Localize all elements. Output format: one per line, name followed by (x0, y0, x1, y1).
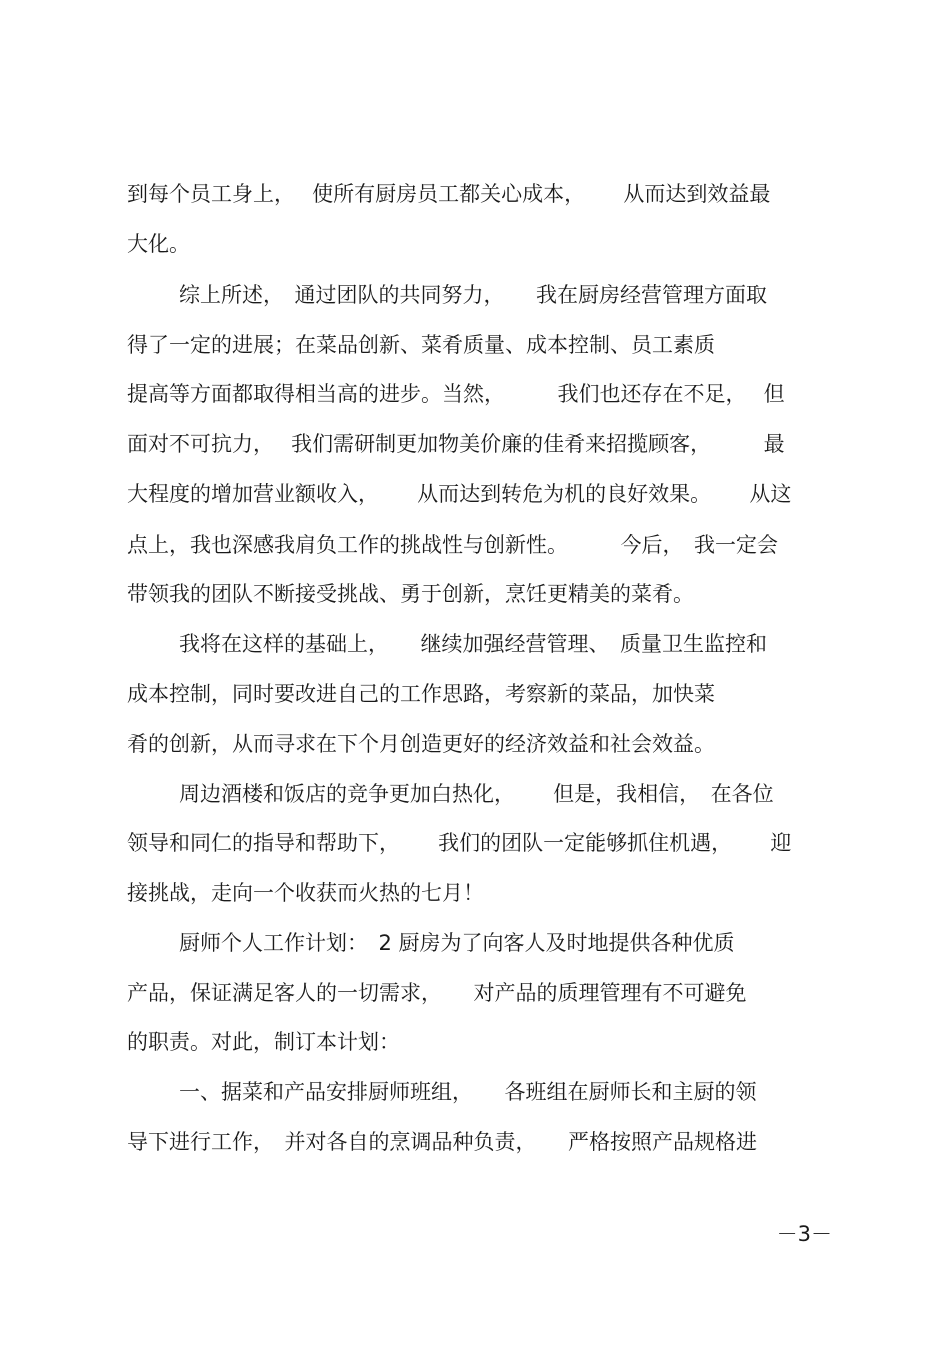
text-line: 大程度的增加营业额收入， 从而达到转危为机的良好效果。 从这 (127, 482, 792, 506)
text-line: 肴的创新，从而寻求在下个月创造更好的经济效益和社会效益。 (127, 732, 715, 756)
paragraph-first-line: 厨师个人工作计划： 2 厨房为了向客人及时地提供各种优质 (179, 931, 735, 955)
text-line: 点上，我也深感我肩负工作的挑战性与创新性。 今后， 我一定会 (127, 533, 778, 557)
paragraph-first-line: 我将在这样的基础上， 继续加强经营管理、 质量卫生监控和 (179, 632, 767, 656)
text-line: 产品，保证满足客人的一切需求， 对产品的质理管理有不可避免 (127, 981, 747, 1005)
text-line: 面对不可抗力， 我们需研制更加物美价廉的佳肴来招揽顾客， 最 (127, 432, 785, 456)
text-line: 领导和同仁的指导和帮助下， 我们的团队一定能够抓住机遇， 迎 (127, 831, 792, 855)
text-line: 接挑战，走向一个收获而火热的七月！ (127, 881, 484, 905)
text-line: 提高等方面都取得相当高的进步。当然， 我们也还存在不足， 但 (127, 382, 785, 406)
paragraph-first-line: 周边酒楼和饭店的竞争更加白热化， 但是，我相信， 在各位 (179, 782, 774, 806)
text-line: 导下进行工作， 并对各自的烹调品种负责， 严格按照产品规格进 (127, 1130, 757, 1154)
text-line: 得了一定的进展；在菜品创新、菜肴质量、成本控制、员工素质 (127, 333, 715, 357)
text-line: 带领我的团队不断接受挑战、勇于创新，烹饪更精美的菜肴。 (127, 582, 694, 606)
text-line: 成本控制，同时要改进自己的工作思路，考察新的菜品，加快菜 (127, 682, 715, 706)
text-line: 大化。 (127, 232, 190, 256)
paragraph-first-line: 一、据菜和产品安排厨师班组， 各班组在厨师长和主厨的领 (179, 1080, 757, 1104)
paragraph-first-line: 综上所述， 通过团队的共同努力， 我在厨房经营管理方面取 (179, 283, 767, 307)
text-line: 到每个员工身上， 使所有厨房员工都关心成本， 从而达到效益最 (127, 182, 771, 206)
text-line: 的职责。对此，制订本计划： (127, 1030, 400, 1054)
page-number: －3－ (776, 1222, 832, 1246)
